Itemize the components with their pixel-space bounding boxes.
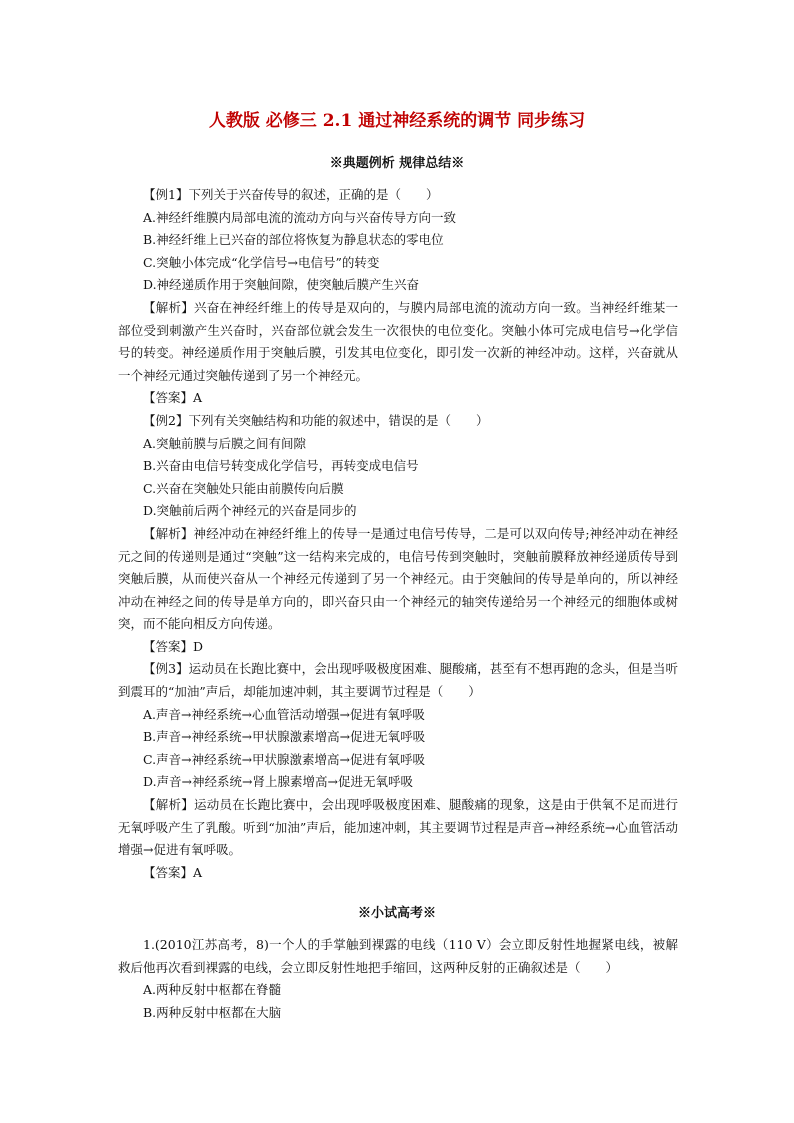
exam-question-1-option-b: B.两种反射中枢都在大脑	[143, 1004, 282, 1020]
examples-body	[118, 184, 678, 884]
example-2-option-d: D.突触前后两个神经元的兴奋是同步的	[143, 503, 357, 519]
exam-question-1-option-a: A.两种反射中枢都在脊髓	[143, 982, 282, 998]
exam-question-1: 1.(2010江苏高考，8)一个人的手掌触到裸露的电线（110 V）会立即反射性地握紧电线，被解救后他再次看到裸露的电线，会立即反射性地把手缩回，这两种反射的正确叙述是（ ）	[118, 937, 678, 975]
example-3-option-d: D.声音→神经系统→肾上腺素增高→促进无氧呼吸	[143, 774, 413, 790]
example-3-analysis: 【解析】运动员在长跑比赛中，会出现呼吸极度困难、腿酸痛的现象，这是由于供氧不足而进行无氧呼吸产生了乳酸。听到“加油”声后，能加速冲刺，其主要调节过程是声音→神经系统→心血管活动增强→促进有氧呼吸。	[118, 797, 678, 858]
exam-body	[118, 934, 678, 1024]
example-1-answer: 【答案】A	[143, 390, 203, 406]
example-3-option-c: C.声音→神经系统→甲状腺激素增高→促进有氧呼吸	[143, 751, 426, 767]
example-2-option-b: B.兴奋由电信号转变成化学信号，再转变成电信号	[143, 458, 419, 474]
example-2-question: 【例2】下列有关突触结构和功能的叙述中，错误的是（ ）	[143, 412, 489, 428]
example-3-question: 【例3】运动员在长跑比赛中，会出现呼吸极度困难、腿酸痛，甚至有不想再跑的念头，但是当听到震耳的“加油”声后，却能加速冲刺，其主要调节过程是（ ）	[118, 661, 678, 700]
example-1-question: 【例1】下列关于兴奋传导的叙述，正确的是（ ）	[143, 187, 439, 202]
example-1-option-c: C.突触小体完成“化学信号→电信号”的转变	[143, 254, 380, 270]
example-1-analysis: 【解析】兴奋在神经纤维上的传导是双向的，与膜内局部电流的流动方向一致。当神经纤维某一部位受到刺激产生兴奋时，兴奋部位就会发生一次很快的电位变化。突触小体可完成电信号→化学信号的转变。神经递质作用于突触后膜，引发其电位变化，即引发一次新的神经冲动。这样，兴奋就从一个神经元通过突触传递到了另一个神经元。	[118, 299, 678, 383]
page-title: 人教版 必修三 2.1 通过神经系统的调节 同步练习	[208, 111, 586, 131]
example-1-option-b: B.神经纤维上已兴奋的部位将恢复为静息状态的零电位	[143, 232, 444, 248]
example-2-option-a: A.突触前膜与后膜之间有间隙	[143, 435, 307, 451]
example-2-analysis: 【解析】神经冲动在神经纤维上的传导一是通过电信号传导，二是可以双向传导;神经冲动在神经元之间的传递则是通过“突触”这一结构来完成的，电信号传到突触时，突触前膜释放神经递质传导到突触后膜，从而使兴奋从一个神经元传递到了另一个神经元。由于突触间的传导是单向的，所以神经冲动在神经之间的传导是单方向的，即兴奋只由一个神经元的轴突传递给另一个神经元的细胞体或树突，而不能向相反方向传递。	[118, 525, 678, 632]
example-3-option-a: A.声音→神经系统→心血管活动增强→促进有氧呼吸	[143, 706, 425, 722]
example-1-option-a: A.神经纤维膜内局部电流的流动方向与兴奋传导方向一致	[143, 209, 457, 225]
example-3-option-b: B.声音→神经系统→甲状腺激素增高→促进无氧呼吸	[143, 729, 426, 745]
example-2-option-c: C.兴奋在突触处只能由前膜传向后膜	[143, 480, 344, 496]
example-1-option-d: D.神经递质作用于突触间隙，使突触后膜产生兴奋	[143, 277, 420, 293]
example-2-answer: 【答案】D	[143, 638, 204, 654]
example-3-answer: 【答案】A	[143, 864, 203, 880]
section-heading-exam: ※小试高考※	[357, 906, 436, 921]
section-heading-examples: ※典题例析 规律总结※	[329, 156, 465, 171]
